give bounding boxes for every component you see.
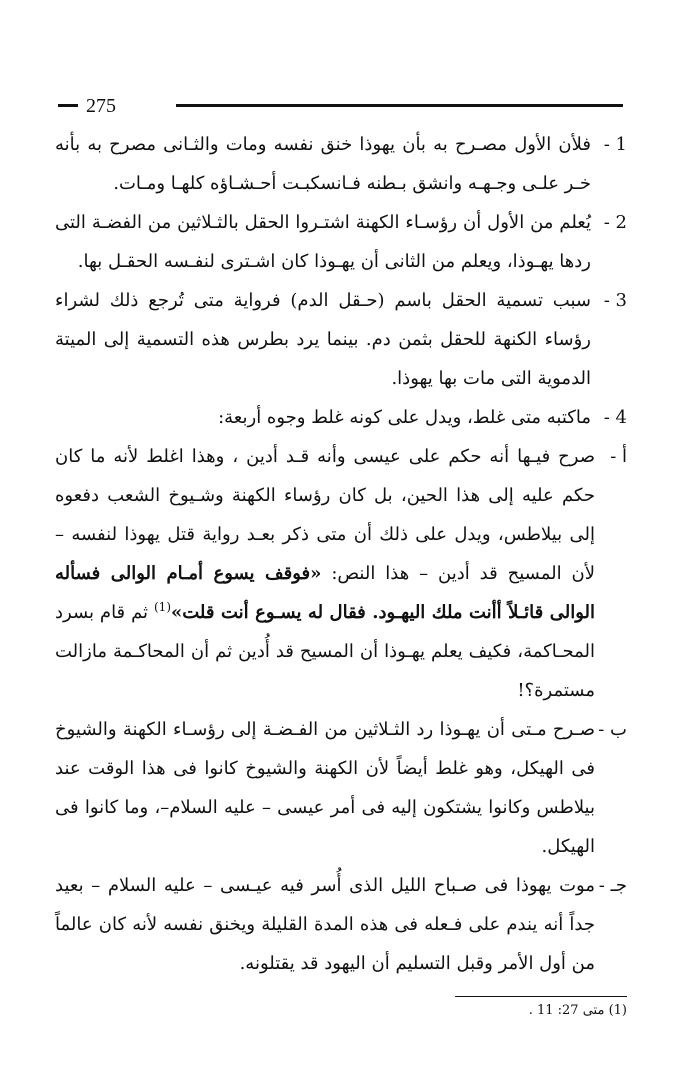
footnote: (1) متى 27: 11 .: [528, 1003, 627, 1018]
item-text: ماكتبه متى غلط، ويدل على كونه غلط وجوه أربعة:: [218, 407, 591, 428]
sub-item-marker: أ -: [610, 446, 627, 467]
sub-item-c: [55, 866, 627, 983]
sub-item-text-continued: ثم قام بسرد المحـاكمة، فكيف يعلم يهـوذا أن المسيح قد أُدين ثم أن المحاكـمة مازالت مستمرة؟!: [55, 602, 595, 701]
sub-item-marker: جـ -: [598, 875, 627, 896]
sub-item-a: [55, 437, 627, 710]
page-number: 275: [86, 95, 116, 117]
item-marker: 1 -: [603, 134, 627, 155]
footnote-rule: [455, 996, 627, 997]
sub-item-b: [55, 710, 627, 866]
header-dash: [58, 104, 78, 107]
item-text: يُعلم من الأول أن رؤسـاء الكهنة اشتـروا الحقل بالثـلاثين من الفضـة التى ردها يهـوذا، ويعلم من الثانى أن يهـوذا كان اشـترى لنفـسه الحقـل بها.: [55, 212, 591, 272]
page-header: [58, 94, 623, 118]
item-marker: 4 -: [603, 407, 627, 428]
header-rule: [176, 104, 623, 107]
item-text: فلأن الأول مصـرح به بأن يهوذا خنق نفسه ومات والثـانى مصرح به بأنه خـر علـى وجـهـه وانشق بـطنه فـانسكبـت أحـشـاؤه كلهـا ومـات.: [55, 134, 591, 194]
item-text: سبب تسمية الحقل باسم (حـقل الدم) فرواية متى تُرجع ذلك لشراء رؤساء الكنهة للحقل بثمن دم. بينما يرد بطرس هذه التسمية إلى الميتة الدموية التى مات بها يهوذا.: [55, 290, 591, 389]
item-marker: 2 -: [603, 212, 627, 233]
item-marker: 3 -: [603, 290, 627, 311]
sub-item-marker: ب -: [598, 719, 627, 740]
list-item-1: [55, 125, 627, 203]
list-item-4: [55, 398, 627, 437]
sub-item-text: صـرح مـتى أن يهـوذا رد الثـلاثين من الفـضـة إلى رؤسـاء الكهنة والشيوخ فى الهيكل، وهو غلط أيضاً لأن الكهنة والشيوخ كانوا فى هذا الوقت عند بيلاطس وكانوا يشتكون إليه فى أمر عيسى – عليه السلام–، وما كانوا فى الهيكل.: [55, 719, 595, 857]
page-body: [55, 125, 627, 983]
sub-item-text: صرح فيـها أنه حكم على عيسى وأنه قـد أدين ، وهذا اغلط لأنه ما كان حكم عليه إلى هذا الحين، بل كان رؤساء الكهنة وشـيوخ الشعب دفعوه إلى بيلاطس، ويدل على ذلك أن متى ذكر بعـد رواية قتل يهوذا لنفسه – لأن المسيح قد أدين – هذا النص:: [55, 446, 595, 584]
footnote-ref: (1): [153, 600, 171, 614]
sub-item-text: موت يهوذا فى صـباح الليل الذى أُسر فيه عيـسى – عليه السلام – بعيد جداً أنه يندم على فـعله فى هذه المدة القليلة ويخنق نفسه لأنه كان عالماً من أول الأمر وقبل التسليم أن اليهود قد يقتلونه.: [55, 875, 596, 974]
list-item-2: [55, 203, 627, 281]
list-item-3: [55, 281, 627, 398]
bible-quote: «فوقف يسوع أمـام الوالى فسأله الوالى قائـلاً أأنت ملك اليهـود. فقال له يسـوع أنت قلت»: [55, 563, 595, 623]
